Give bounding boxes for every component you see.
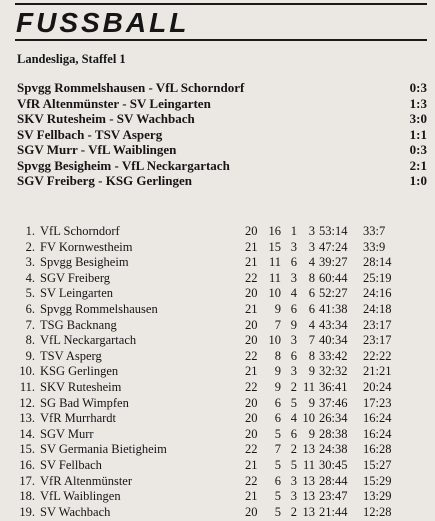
table-row bbox=[17, 458, 431, 474]
table-row bbox=[17, 255, 431, 271]
table-row bbox=[17, 286, 431, 302]
standing-goals: 21:44 bbox=[319, 504, 348, 519]
result-row bbox=[17, 111, 427, 127]
standing-drawn: 2 bbox=[290, 379, 297, 394]
standing-rank: 19. bbox=[19, 504, 35, 519]
match-score: 3:0 bbox=[409, 111, 427, 126]
standing-drawn: 9 bbox=[290, 317, 297, 332]
table-row bbox=[17, 364, 431, 380]
standing-points: 16:24 bbox=[363, 411, 392, 426]
standing-team: SV Leingarten bbox=[40, 286, 114, 301]
standing-won: 15 bbox=[268, 239, 281, 254]
standing-team: VfL Neckargartach bbox=[40, 333, 137, 348]
table-row bbox=[17, 240, 431, 256]
standing-won: 5 bbox=[274, 504, 281, 519]
standing-rank: 18. bbox=[19, 489, 35, 504]
standing-goals: 28:38 bbox=[319, 426, 348, 441]
standing-lost: 11 bbox=[302, 379, 315, 394]
standing-played: 20 bbox=[245, 333, 258, 348]
standing-played: 20 bbox=[245, 426, 258, 441]
standing-goals: 28:44 bbox=[319, 473, 348, 488]
result-row bbox=[17, 96, 427, 112]
standing-team: SKV Rutesheim bbox=[40, 379, 122, 394]
standing-drawn: 1 bbox=[290, 224, 297, 238]
standing-lost: 7 bbox=[308, 333, 315, 348]
standing-played: 20 bbox=[245, 411, 258, 426]
match-score: 0:3 bbox=[409, 142, 427, 157]
result-row bbox=[17, 127, 427, 143]
section-heading: FUSSBALL bbox=[16, 7, 190, 38]
standing-goals: 60:44 bbox=[319, 270, 348, 285]
standing-drawn: 6 bbox=[290, 348, 297, 363]
standing-goals: 30:45 bbox=[319, 457, 348, 472]
standing-team: VfL Waiblingen bbox=[40, 489, 121, 504]
standing-points: 15:27 bbox=[363, 457, 392, 472]
standing-lost: 9 bbox=[308, 395, 315, 410]
table-row bbox=[17, 380, 431, 396]
standing-played: 22 bbox=[245, 379, 258, 394]
standing-rank: 17. bbox=[19, 473, 35, 488]
standing-played: 20 bbox=[245, 286, 258, 301]
standing-lost: 11 bbox=[302, 457, 315, 472]
standing-played: 22 bbox=[245, 442, 258, 457]
standing-points: 12:28 bbox=[363, 504, 392, 519]
table-row bbox=[17, 224, 431, 240]
standing-goals: 43:34 bbox=[319, 317, 348, 332]
standing-played: 20 bbox=[245, 395, 258, 410]
standing-rank: 6. bbox=[25, 301, 35, 316]
standing-played: 20 bbox=[245, 504, 258, 519]
standing-lost: 9 bbox=[308, 364, 315, 379]
standing-drawn: 2 bbox=[290, 442, 297, 457]
standing-points: 25:19 bbox=[363, 270, 392, 285]
match-label: SGV Murr - VfL Waiblingen bbox=[17, 142, 177, 157]
standing-rank: 16. bbox=[19, 457, 35, 472]
standing-played: 21 bbox=[245, 239, 258, 254]
standing-rank: 2. bbox=[25, 239, 35, 254]
standing-rank: 13. bbox=[19, 411, 35, 426]
standing-won: 11 bbox=[268, 270, 281, 285]
table-row bbox=[17, 333, 431, 349]
standing-lost: 13 bbox=[302, 473, 315, 488]
standing-team: SV Germania Bietigheim bbox=[40, 442, 167, 457]
standing-won: 10 bbox=[268, 286, 281, 301]
table-row bbox=[17, 427, 431, 443]
standing-played: 22 bbox=[245, 473, 258, 488]
standings-table bbox=[17, 224, 431, 520]
standing-won: 5 bbox=[274, 457, 281, 472]
standing-lost: 13 bbox=[302, 504, 315, 519]
standing-drawn: 3 bbox=[290, 333, 297, 348]
standing-team: Spvgg Rommelshausen bbox=[40, 301, 158, 316]
standing-drawn: 4 bbox=[290, 411, 297, 426]
match-label: Spvgg Besigheim - VfL Neckargartach bbox=[17, 157, 230, 173]
standing-goals: 23:47 bbox=[319, 489, 348, 504]
standing-points: 33:9 bbox=[363, 239, 386, 254]
league-subheading: Landesliga, Staffel 1 bbox=[17, 52, 126, 66]
standing-lost: 3 bbox=[308, 224, 315, 238]
result-row bbox=[17, 142, 427, 158]
table-row bbox=[17, 474, 431, 490]
standing-drawn: 6 bbox=[290, 255, 297, 270]
standing-drawn: 6 bbox=[290, 301, 297, 316]
standing-drawn: 3 bbox=[290, 473, 297, 488]
standing-team: FV Kornwestheim bbox=[40, 239, 133, 254]
standing-points: 23:17 bbox=[363, 333, 392, 348]
standing-team: KSG Gerlingen bbox=[40, 364, 119, 379]
standing-team: VfR Murrhardt bbox=[40, 411, 117, 426]
standing-lost: 13 bbox=[302, 442, 315, 457]
standing-goals: 40:34 bbox=[319, 333, 348, 348]
standing-drawn: 2 bbox=[290, 504, 297, 519]
standing-points: 16:24 bbox=[363, 426, 392, 441]
standing-played: 20 bbox=[245, 317, 258, 332]
standing-drawn: 5 bbox=[290, 395, 297, 410]
match-score: 0:3 bbox=[409, 80, 427, 95]
standing-points: 15:29 bbox=[363, 473, 392, 488]
standing-drawn: 6 bbox=[290, 426, 297, 441]
table-row bbox=[17, 302, 431, 318]
table-row bbox=[17, 489, 431, 505]
standing-won: 6 bbox=[274, 473, 281, 488]
standing-lost: 10 bbox=[302, 411, 315, 426]
standing-points: 23:17 bbox=[363, 317, 392, 332]
results-list bbox=[17, 80, 427, 189]
result-row bbox=[17, 173, 427, 189]
match-label: VfR Altenmünster - SV Leingarten bbox=[17, 95, 211, 111]
standing-team: SGV Murr bbox=[40, 426, 94, 441]
standing-team: VfR Altenmünster bbox=[40, 473, 133, 488]
result-row bbox=[17, 80, 427, 96]
standing-team: SG Bad Wimpfen bbox=[40, 395, 129, 410]
standing-points: 21:21 bbox=[363, 364, 392, 379]
standing-points: 20:24 bbox=[363, 379, 392, 394]
table-row bbox=[17, 318, 431, 334]
standing-goals: 26:34 bbox=[319, 411, 348, 426]
standing-goals: 39:27 bbox=[319, 255, 348, 270]
standing-lost: 3 bbox=[308, 239, 315, 254]
heading-rule bbox=[15, 39, 427, 41]
standing-goals: 41:38 bbox=[319, 301, 348, 316]
standing-won: 8 bbox=[274, 348, 281, 363]
standing-rank: 11. bbox=[19, 379, 35, 394]
standing-goals: 24:38 bbox=[319, 442, 348, 457]
standing-rank: 10. bbox=[19, 364, 35, 379]
standing-played: 21 bbox=[245, 255, 258, 270]
table-row bbox=[17, 442, 431, 458]
standing-points: 33:7 bbox=[363, 224, 386, 238]
standing-team: TSG Backnang bbox=[40, 317, 117, 332]
standing-goals: 37:46 bbox=[319, 395, 348, 410]
standing-won: 11 bbox=[268, 255, 281, 270]
standing-played: 21 bbox=[245, 489, 258, 504]
standing-won: 9 bbox=[274, 379, 281, 394]
top-rule bbox=[15, 3, 427, 5]
standing-played: 22 bbox=[245, 348, 258, 363]
standing-goals: 36:41 bbox=[319, 379, 348, 394]
standing-lost: 9 bbox=[308, 426, 315, 441]
standing-won: 7 bbox=[274, 442, 281, 457]
standing-rank: 15. bbox=[19, 442, 35, 457]
standing-rank: 3. bbox=[25, 255, 35, 270]
standing-lost: 4 bbox=[308, 255, 315, 270]
standing-played: 21 bbox=[245, 457, 258, 472]
table-row bbox=[17, 396, 431, 412]
standing-rank: 5. bbox=[25, 286, 35, 301]
standing-drawn: 5 bbox=[290, 457, 297, 472]
standing-played: 21 bbox=[245, 301, 258, 316]
match-score: 1:3 bbox=[409, 95, 427, 111]
standing-won: 7 bbox=[274, 317, 281, 332]
match-score: 1:1 bbox=[409, 126, 427, 142]
standing-rank: 14. bbox=[19, 426, 35, 441]
standing-team: VfL Schorndorf bbox=[40, 224, 120, 238]
standing-rank: 12. bbox=[19, 395, 35, 410]
table-row bbox=[17, 505, 431, 521]
standing-team: Spvgg Besigheim bbox=[40, 255, 129, 270]
standing-goals: 53:14 bbox=[319, 224, 348, 238]
match-score: 1:0 bbox=[409, 173, 427, 188]
standing-lost: 6 bbox=[308, 286, 315, 301]
standing-lost: 13 bbox=[302, 489, 315, 504]
standing-won: 9 bbox=[274, 364, 281, 379]
standing-won: 5 bbox=[274, 489, 281, 504]
match-label: SV Fellbach - TSV Asperg bbox=[17, 126, 163, 142]
match-label: SGV Freiberg - KSG Gerlingen bbox=[17, 173, 193, 188]
standing-lost: 8 bbox=[308, 270, 315, 285]
standing-played: 21 bbox=[245, 364, 258, 379]
standing-rank: 4. bbox=[25, 270, 35, 285]
standing-drawn: 4 bbox=[290, 286, 297, 301]
standing-lost: 4 bbox=[308, 317, 315, 332]
standing-points: 28:14 bbox=[363, 255, 392, 270]
standing-drawn: 3 bbox=[290, 270, 297, 285]
standing-team: SGV Freiberg bbox=[40, 270, 111, 285]
standing-points: 13:29 bbox=[363, 489, 392, 504]
standing-lost: 6 bbox=[308, 301, 315, 316]
standing-drawn: 3 bbox=[290, 489, 297, 504]
standing-points: 16:28 bbox=[363, 442, 392, 457]
standing-rank: 9. bbox=[25, 348, 35, 363]
standing-team: SV Wachbach bbox=[40, 504, 111, 519]
match-label: Spvgg Rommelshausen - VfL Schorndorf bbox=[17, 80, 245, 95]
standing-goals: 33:42 bbox=[319, 348, 348, 363]
standing-points: 17:23 bbox=[363, 395, 392, 410]
standing-points: 22:22 bbox=[363, 348, 392, 363]
standing-rank: 7. bbox=[25, 317, 35, 332]
standing-won: 6 bbox=[274, 411, 281, 426]
standing-won: 9 bbox=[274, 301, 281, 316]
standing-won: 5 bbox=[274, 426, 281, 441]
standing-team: TSV Asperg bbox=[40, 348, 102, 363]
table-row bbox=[17, 349, 431, 365]
standing-lost: 8 bbox=[308, 348, 315, 363]
standing-goals: 32:32 bbox=[319, 364, 348, 379]
standing-drawn: 3 bbox=[290, 364, 297, 379]
match-label: SKV Rutesheim - SV Wachbach bbox=[17, 111, 195, 126]
standing-points: 24:18 bbox=[363, 301, 392, 316]
result-row bbox=[17, 158, 427, 174]
table-row bbox=[17, 411, 431, 427]
standing-drawn: 3 bbox=[290, 239, 297, 254]
standing-team: SV Fellbach bbox=[40, 457, 102, 472]
standing-points: 24:16 bbox=[363, 286, 392, 301]
match-score: 2:1 bbox=[409, 157, 427, 173]
standing-won: 10 bbox=[268, 333, 281, 348]
standing-rank: 1. bbox=[25, 224, 35, 238]
standing-rank: 8. bbox=[25, 333, 35, 348]
standing-won: 6 bbox=[274, 395, 281, 410]
standing-played: 20 bbox=[245, 224, 258, 238]
standing-played: 22 bbox=[245, 270, 258, 285]
standing-won: 16 bbox=[268, 224, 281, 238]
standing-goals: 47:24 bbox=[319, 239, 348, 254]
standing-goals: 52:27 bbox=[319, 286, 348, 301]
table-row bbox=[17, 271, 431, 287]
